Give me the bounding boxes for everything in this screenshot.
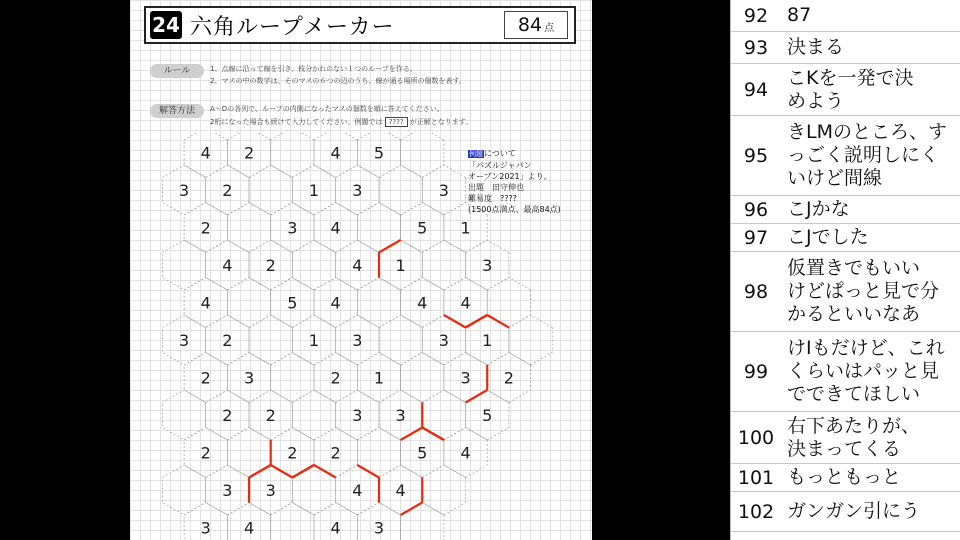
note-line-4: 出題 田守伸也 (468, 183, 524, 192)
chat-message: きLMのところ、す っごく説明しにく いけど間線 (787, 121, 947, 189)
points-value: 84 (517, 14, 543, 36)
cell-clue: 5 (373, 143, 385, 163)
cell-clue: 1 (482, 331, 493, 350)
cell-clue: 3 (395, 406, 406, 425)
chat-row (731, 32, 960, 64)
chat-row-number: 102 (737, 500, 775, 523)
hex-cell (357, 278, 400, 328)
hex-cell (401, 353, 444, 403)
cell-clue: 3 (265, 481, 276, 500)
chat-row-number: 101 (737, 466, 775, 489)
cell-clue: 1 (395, 256, 406, 275)
cell-clue: 3 (438, 331, 449, 350)
chat-row-number: 98 (743, 280, 769, 303)
cell-clue: 3 (373, 518, 385, 538)
chat-row (731, 464, 960, 492)
answer-line-2 (210, 117, 472, 127)
points-unit: 点 (544, 23, 555, 34)
puzzle-number-badge: 24 (150, 11, 182, 39)
cell-clue: 4 (417, 293, 428, 313)
loop-segment (271, 465, 293, 478)
hex-cell (162, 465, 205, 515)
cell-clue: 3 (287, 218, 298, 238)
rule-label: ルール (150, 64, 204, 78)
chat-row (731, 412, 960, 464)
cell-clue: 1 (308, 331, 320, 350)
cell-clue: 2 (503, 368, 514, 388)
cell-clue: 2 (200, 368, 211, 388)
chat-row (731, 116, 960, 196)
hex-cell (509, 315, 552, 365)
chat-row (731, 196, 960, 224)
chat-row (731, 252, 960, 332)
puzzle-title: 六角ループメーカー (190, 14, 395, 40)
hex-cell (271, 353, 314, 403)
answer-line-1: A〜Dの各列で、ループの内側になったマスの個数を順に答えてください。 (210, 105, 444, 113)
chat-message: 右下あたりが、 決まってくる (787, 414, 921, 460)
rule-line-1: 1、点線に沿って線を引き、枝分かれのない１つのループを作る。 (210, 65, 417, 73)
cell-clue: 4 (395, 481, 406, 500)
cell-clue: 4 (330, 143, 341, 163)
hex-cell (249, 315, 292, 365)
cell-clue: 5 (417, 218, 428, 238)
cell-clue: 2 (200, 218, 211, 238)
cell-clue: 2 (330, 443, 341, 463)
chat-row-number: 97 (743, 226, 769, 249)
cell-clue: 4 (243, 518, 255, 538)
hex-cell (227, 278, 270, 328)
hex-cell (162, 240, 205, 290)
cell-clue: 4 (222, 256, 233, 275)
cell-clue: 4 (460, 443, 471, 463)
cell-clue: 3 (460, 368, 471, 388)
cell-clue: 2 (265, 256, 276, 275)
cell-clue: 4 (330, 293, 341, 313)
cell-clue: 2 (330, 368, 341, 388)
chat-row (731, 492, 960, 532)
loop-segment (292, 465, 314, 478)
chat-row-number: 93 (743, 36, 769, 59)
loop-segment (444, 315, 466, 328)
loop-segment (249, 465, 271, 478)
cell-clue: 3 (243, 368, 255, 388)
cell-clue: 2 (287, 443, 298, 463)
cell-clue: 3 (179, 331, 190, 350)
hex-cell (292, 390, 335, 440)
cell-clue: 2 (243, 143, 255, 163)
chat-row-number: 94 (743, 78, 769, 101)
answer-line-2-tail: が正解となります。 (409, 118, 473, 126)
cell-clue: 3 (438, 181, 449, 200)
cell-clue: 4 (330, 218, 341, 238)
cell-clue: 2 (265, 406, 276, 425)
chat-message: こJでした (787, 226, 869, 248)
chat-row-number: 100 (737, 426, 775, 449)
hex-cell (379, 315, 422, 365)
puzzle-header (144, 6, 576, 44)
chat-row (731, 332, 960, 412)
note-line-6: (1500点満点、最高84点) (468, 205, 561, 214)
cell-clue: 5 (287, 293, 298, 313)
chat-message: こKを一発で決 めよう (787, 66, 914, 112)
cell-clue: 3 (352, 331, 363, 350)
loop-segment (379, 240, 401, 253)
loop-segment (487, 315, 509, 328)
chat-message: 決まる (787, 36, 845, 58)
note-line-5: 難易度 ???? (468, 194, 517, 203)
hex-cell (422, 465, 465, 515)
note-tag: 例題 (469, 150, 483, 158)
chat-row-number: 95 (743, 144, 769, 167)
chat-row-number: 99 (743, 360, 769, 383)
cell-clue: 4 (200, 143, 211, 163)
hex-cell (401, 503, 444, 540)
chat-row (731, 224, 960, 252)
cell-clue: 4 (460, 293, 471, 313)
cell-clue: 3 (179, 181, 190, 200)
left-black-gutter (0, 0, 130, 540)
cell-clue: 3 (200, 518, 211, 538)
chat-panel (730, 0, 960, 540)
cell-clue: 4 (330, 518, 341, 538)
chat-row-number: 92 (743, 4, 769, 27)
cell-clue: 3 (352, 181, 363, 200)
note-line-0: について (484, 149, 516, 158)
hex-cell (401, 132, 444, 178)
loop-segment (314, 465, 336, 478)
chat-message: 87 (787, 4, 812, 26)
cell-clue: 5 (417, 443, 428, 463)
cell-clue: 5 (482, 406, 493, 425)
hex-cell (422, 240, 465, 290)
chat-message: 仮置きでもいい けどぱっと見で分 かるといいなあ (787, 257, 940, 325)
cell-clue: 1 (308, 181, 320, 200)
hex-cell (379, 165, 422, 215)
loop-segment (422, 428, 444, 441)
hex-loop-board[interactable] (146, 132, 576, 540)
chat-message: こJかな (787, 198, 850, 220)
cell-clue: 3 (222, 481, 233, 500)
hex-cell (249, 165, 292, 215)
hex-cell (292, 240, 335, 290)
cell-clue: 2 (222, 181, 233, 200)
cell-clue: 2 (222, 331, 233, 350)
cell-clue: 3 (352, 406, 363, 425)
loop-segment (401, 428, 423, 441)
answer-method-label: 解答方法 (150, 104, 204, 118)
cell-clue: 2 (200, 443, 211, 463)
points-box (504, 11, 568, 39)
cell-clue: 2 (222, 406, 233, 425)
cell-clue: 4 (200, 293, 211, 313)
chat-row-number: 96 (743, 198, 769, 221)
cell-clue: 4 (352, 256, 363, 275)
answer-sample-box: ???? (385, 117, 408, 127)
loop-segment (357, 465, 379, 478)
loop-segment (401, 503, 423, 516)
cell-clue: 3 (482, 256, 493, 275)
chat-message: もっともっと (787, 466, 902, 488)
chat-row (731, 0, 960, 32)
cell-clue: 1 (460, 218, 471, 238)
hex-cell (227, 203, 270, 253)
cell-clue: 4 (352, 481, 363, 500)
hex-cell (162, 390, 205, 440)
answer-line-2-text: 2桁になった場合も続けて入力してください。例題では (210, 118, 383, 126)
note-line-2: オープン2021」より。 (468, 172, 552, 181)
loop-segment (466, 390, 488, 403)
puzzle-sheet (130, 0, 592, 540)
chat-message: けIもだけど、これ くらいはパッと見 でできてほしい (787, 337, 945, 405)
hex-cell (271, 503, 314, 540)
chat-message: ガンガン引にう (787, 500, 921, 522)
loop-segment (466, 315, 488, 328)
cell-clue: 1 (373, 368, 385, 388)
note-line-1: 「パズルジャパン (468, 161, 532, 170)
chat-row (731, 64, 960, 116)
rule-line-2: 2、マスの中の数字は、そのマスの６つの辺のうち、線が通る場所の個数を表す。 (210, 77, 466, 85)
hex-cell (271, 132, 314, 178)
